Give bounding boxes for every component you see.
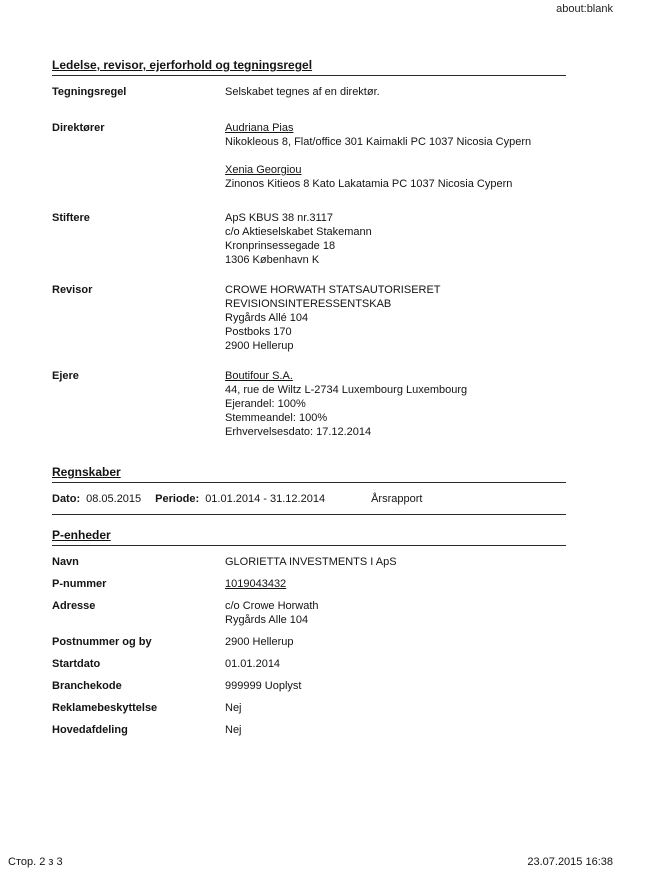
owner-acquired: Erhvervelsesdato: 17.12.2014 bbox=[225, 426, 372, 438]
regnskab-row bbox=[52, 492, 566, 506]
field-label-stiftere: Stiftere bbox=[52, 212, 90, 224]
print-footer-timestamp: 23.07.2015 16:38 bbox=[527, 856, 613, 868]
section-title-p-enheder: P-enheder bbox=[52, 528, 566, 546]
director-2-address: Zinonos Kitieos 8 Kato Lakatamia PC 1037 Nicosia Cypern bbox=[225, 178, 513, 190]
stifter-city: 1306 København K bbox=[225, 254, 320, 266]
print-footer-page-number: Стор. 2 з 3 bbox=[8, 856, 63, 868]
adresse-line-1: c/o Crowe Horwath bbox=[225, 600, 319, 612]
p-row-startdato bbox=[52, 657, 566, 671]
owner-link[interactable]: Boutifour S.A. bbox=[225, 370, 293, 382]
field-label-branchekode: Branchekode bbox=[52, 680, 122, 692]
revisor-street: Rygårds Allé 104 bbox=[225, 312, 309, 324]
director-1-address: Nikokleous 8, Flat/office 301 Kaimakli PC 1037 Nicosia Cypern bbox=[225, 136, 532, 148]
dato-label: Dato: bbox=[52, 493, 81, 505]
p-row-hovedafdeling bbox=[52, 723, 566, 737]
section-ledelse bbox=[52, 58, 566, 439]
field-label-reklamebeskyttelse: Reklamebeskyttelse bbox=[52, 702, 158, 714]
field-label-postnummer: Postnummer og by bbox=[52, 636, 152, 648]
field-label-revisor: Revisor bbox=[52, 284, 93, 296]
field-row-direktorer bbox=[52, 121, 566, 191]
pnummer-link[interactable]: 1019043432 bbox=[225, 578, 287, 590]
section-title-ledelse: Ledelse, revisor, ejerforhold og tegningsregel bbox=[52, 58, 566, 76]
field-label-startdato: Startdato bbox=[52, 658, 101, 670]
section-divider bbox=[52, 514, 566, 515]
p-row-postnummer bbox=[52, 635, 566, 649]
owner-votes: Stemmeandel: 100% bbox=[225, 412, 328, 424]
revisor-name: CROWE HORWATH STATSAUTORISERET REVISIONSINTERESSENTSKAB bbox=[225, 284, 441, 310]
section-regnskaber bbox=[52, 465, 566, 515]
field-value-reklamebeskyttelse: Nej bbox=[225, 702, 242, 714]
p-row-navn bbox=[52, 555, 566, 569]
document-content bbox=[52, 58, 566, 745]
stifter-street: Kronprinsessegade 18 bbox=[225, 240, 336, 252]
field-label-pnummer: P-nummer bbox=[52, 578, 107, 590]
dato-value: 08.05.2015 bbox=[86, 493, 142, 505]
field-label-hovedafdeling: Hovedafdeling bbox=[52, 724, 128, 736]
p-row-reklamebeskyttelse bbox=[52, 701, 566, 715]
field-row-ejere bbox=[52, 369, 566, 439]
field-label-adresse: Adresse bbox=[52, 600, 96, 612]
aarsrapport-link[interactable]: Årsrapport bbox=[371, 493, 423, 505]
field-label-ejere: Ejere bbox=[52, 370, 79, 382]
director-2-link[interactable]: Xenia Georgiou bbox=[225, 164, 302, 176]
field-value-navn: GLORIETTA INVESTMENTS I ApS bbox=[225, 556, 397, 568]
field-label-navn: Navn bbox=[52, 556, 79, 568]
field-row-stiftere bbox=[52, 211, 566, 267]
owner-share: Ejerandel: 100% bbox=[225, 398, 306, 410]
section-p-enheder bbox=[52, 528, 566, 737]
section-title-regnskaber: Regnskaber bbox=[52, 465, 566, 483]
field-value-startdato: 01.01.2014 bbox=[225, 658, 281, 670]
revisor-city: 2900 Hellerup bbox=[225, 340, 294, 352]
revisor-pobox: Postboks 170 bbox=[225, 326, 292, 338]
field-value-branchekode: 999999 Uoplyst bbox=[225, 680, 302, 692]
spacer bbox=[225, 149, 566, 163]
stifter-name: ApS KBUS 38 nr.3117 bbox=[225, 212, 334, 224]
field-row-tegningsregel bbox=[52, 85, 566, 99]
periode-label: Periode: bbox=[155, 493, 200, 505]
field-label-direktorer: Direktører bbox=[52, 122, 105, 134]
stifter-co: c/o Aktieselskabet Stakemann bbox=[225, 226, 372, 238]
print-header-url: about:blank bbox=[556, 3, 613, 15]
p-row-pnummer bbox=[52, 577, 566, 591]
p-row-branchekode bbox=[52, 679, 566, 693]
field-value-postnummer: 2900 Hellerup bbox=[225, 636, 294, 648]
p-row-adresse bbox=[52, 599, 566, 627]
periode-value: 01.01.2014 - 31.12.2014 bbox=[205, 493, 326, 505]
director-1-link[interactable]: Audriana Pias bbox=[225, 122, 294, 134]
field-value-hovedafdeling: Nej bbox=[225, 724, 242, 736]
field-label-tegningsregel: Tegningsregel bbox=[52, 86, 127, 98]
field-row-revisor bbox=[52, 283, 566, 353]
owner-address: 44, rue de Wiltz L-2734 Luxembourg Luxembourg bbox=[225, 384, 468, 396]
field-value-tegningsregel: Selskabet tegnes af en direktør. bbox=[225, 86, 380, 98]
adresse-line-2: Rygårds Alle 104 bbox=[225, 614, 309, 626]
